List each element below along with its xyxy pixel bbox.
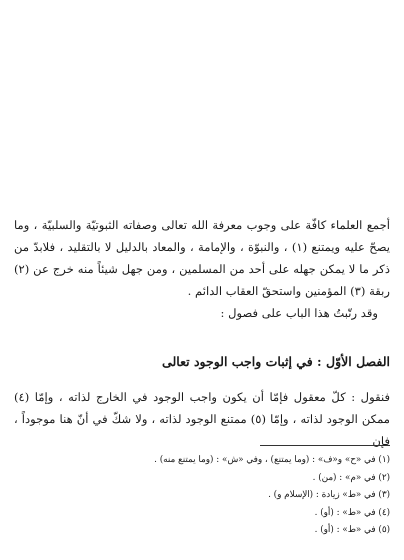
footnote-5: (٥) في «ط» : (أو) . — [314, 525, 390, 535]
footnotes — [110, 452, 390, 540]
footnote-divider — [260, 445, 390, 446]
opening-paragraph: أجمع العلماء كافّة على وجوب معرفة الله تعالى وصفاته الثبوتيّة والسلبيّة ، وما يصحّ عليه ويمتنع (١) ، والنبوّة ، والإمامة ، والمعاد بالدليل لا بالتقليد ، فلابدّ من ذكر ما لا يمكن جهله على أحد من المسلمين ، ومن جهل شيئاً منه خرج عن (٢) ربقة (٣) المؤمنين واستحقّ العقاب الدائم . — [14, 218, 391, 298]
body-text — [14, 214, 390, 324]
footnote-3: (٣) في «ط» زيادة : (الإسلام و) . — [268, 490, 390, 500]
chapter-paragraph: فنقول : كلّ معقول فإمّا أن يكون واجب الوجود في الخارج لذاته ، وإمّا (٤) ممكن الوجود لذاته ، وإمّا (٥) ممتنع الوجود لذاته ، ولا شكّ في أنّ هنا موجوداً ، فإن — [14, 390, 390, 448]
structure-paragraph: وقد رتّبتُ هذا الباب على فصول : — [220, 306, 378, 320]
footnote-2: (٢) في «م» : (من) . — [312, 472, 390, 483]
chapter-heading: الفصل الأوّل : في إثبات واجب الوجود تعالى — [162, 354, 390, 369]
footnote-4: (٤) في «ط» : (أو) . — [314, 507, 390, 518]
footnote-1: (١) في «ح» و«ف» : (وما يمتنع) ، وفي «ش» : (وما يمتنع منه) . — [154, 455, 390, 465]
